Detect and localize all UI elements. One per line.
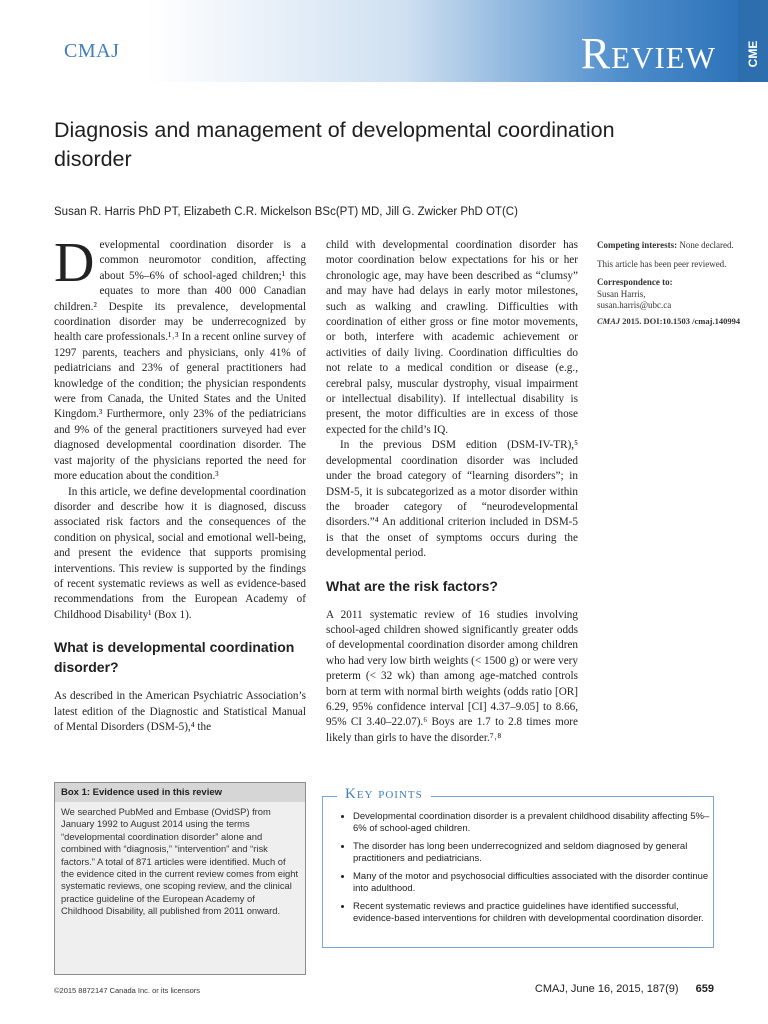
drop-cap: D xyxy=(54,232,95,294)
key-point-item: • The disorder has long been underrecognized and seldom diagnosed by general practitioners and pediatricians. xyxy=(353,841,713,865)
peer-review-note: This article has been peer reviewed. xyxy=(597,258,727,269)
key-point-item: • Developmental coordination disorder is a prevalent childhood disability affecting 5%–6% of school-aged children. xyxy=(353,811,713,835)
body-column-1 xyxy=(54,232,306,735)
evidence-box-title: Box 1: Evidence used in this review xyxy=(55,783,305,802)
key-points-list xyxy=(323,811,713,931)
competing-interests xyxy=(597,240,747,252)
cme-label: CME xyxy=(746,40,760,68)
page-header xyxy=(0,0,768,82)
doi-citation xyxy=(597,316,747,327)
page-footer-citation xyxy=(535,983,714,995)
body-column-2 xyxy=(326,238,578,746)
dsm-paragraph: In the previous DSM edition (DSM-IV-TR),⁵ developmental coordination disorder was included under the broad category of “learning disorders”; in DSM-5, it is subcategorized as a motor disorder within the broader category of “neurodevelopmental disorders.”⁴ An additional criterion included in DSM-5 is that the onset of symptoms occurs during the developmental period. xyxy=(326,439,578,560)
definition-continued-paragraph: child with developmental coordination disorder has motor coordination below expectations for his or her chronologic age, may have been described as “clumsy” and may have had delays in early motor milestones, such as walking and crawling. Difficulties with coordination of either gross or fine motor movements, or both, interfere with academic achievement or activities of daily living. Coordination difficulties do not relate to a medical condition or disease (e.g., cerebral palsy, muscular dystrophy, visual impairment or intellectual disability). If intellectual disability is present, the motor difficulties are in excess of those expected for the child’s IQ. xyxy=(326,239,578,436)
correspondence-label: Correspondence to: xyxy=(597,277,673,287)
risk-factors-paragraph: A 2011 systematic review of 16 studies involving school-aged children showed significantly greater odds of developmental coordination disorder among children who had very low birth weights (< 1500 g) or were very preterm (< 32 wk) than among age-matched controls born at term with normal birth weights (odds ratio [OR] 6.29, 95% confidence interval [CI] 4.37–9.05] to 8.66, 95% CI 3.40–22.07).⁶ Boys are 1.7 to 2.8 times more likely than girls to have the disorder.⁷˒⁸ xyxy=(326,608,578,744)
section-heading-risk-factors: What are the risk factors? xyxy=(326,577,498,594)
evidence-box xyxy=(54,782,306,975)
article-sidebar xyxy=(597,240,747,334)
correspondence-email[interactable]: susan.harris@ubc.ca xyxy=(597,300,672,310)
correspondence-name: Susan Harris, xyxy=(597,288,646,299)
evidence-box-body: We searched PubMed and Embase (OvidSP) from January 1992 to August 2014 using the terms “developmental coordination disorder” alone and combined with “diagnosis,” “intervention” and “risk factors.” A total of 871 articles were identified. Much of the evidence cited in the current review comes from eight systematic reviews, one scoping review, and the clinical practice guideline of the European Academy of Childhood Disability, all published from 2011 onward. xyxy=(61,806,299,917)
article-title: Diagnosis and management of developmental coordination disorder xyxy=(54,118,615,171)
page-number: 659 xyxy=(695,983,714,995)
key-point-item: • Recent systematic reviews and practice guidelines have identified successful, evidence-based interventions for children with developmental coordination disorder. xyxy=(353,901,713,925)
copyright-notice: ©2015 8872147 Canada Inc. or its licensors xyxy=(54,986,201,995)
key-point-item: • Many of the motor and psychosocial difficulties associated with the disorder continue into adulthood. xyxy=(353,871,713,895)
section-label: Review xyxy=(580,29,716,78)
intro-text: evelopmental coordination disorder is a common neuromotor condition, affecting about 5%–6% of school-aged children;¹ this equates to more than 400 000 Canadian children.² Despite its prevalence, developmental coordination disorder may be underrecognized by health care professionals.¹˒³ In a recent online survey of 1297 parents, teachers and physicians, only 41% of pediatricians and 23% of general practitioners had knowledge of the condition; the physician respondents were from Canada, the United States and the United Kingdom.³ Furthermore, only 23% of the pediatricians and 9% of the general practitioners surveyed had ever diagnosed developmental coordination disorder. The vast majority of the physicians reported the need for more education about the condition.³ xyxy=(54,239,306,483)
journal-logo: CMAJ xyxy=(64,40,120,62)
competing-interests-label: Competing interests: xyxy=(597,240,678,250)
competing-interests-value: None declared. xyxy=(679,240,734,250)
definition-paragraph: As described in the American Psychiatric Association’s latest edition of the Diagnostic and Statistical Manual of Mental Disorders (DSM-5),⁴ the xyxy=(54,690,306,733)
scope-paragraph: In this article, we define developmental coordination disorder and describe how it is diagnosed, discuss associated risk factors and the consequences of the condition on physical, social and emotional well-being, and present the evidence that supports promising interventions. This review is supported by the findings of recent systematic reviews as well as evidence-based recommendations from the European Academy of Childhood Disability¹ (Box 1). xyxy=(54,485,306,621)
intro-paragraph xyxy=(54,232,306,485)
key-points-title: Key points xyxy=(337,786,431,803)
key-points-box xyxy=(322,786,714,948)
section-heading-what-is: What is developmental coordination disorder? xyxy=(54,639,295,676)
doi-value: 2015. DOI:10.1503 /cmaj.140994 xyxy=(622,315,741,326)
footer-citation: CMAJ, June 16, 2015, 187(9) xyxy=(534,983,679,995)
author-list: Susan R. Harris PhD PT, Elizabeth C.R. Mickelson BSc(PT) MD, Jill G. Zwicker PhD OT(C) xyxy=(54,206,518,218)
doi-journal: CMAJ xyxy=(597,315,621,326)
correspondence xyxy=(597,277,747,312)
